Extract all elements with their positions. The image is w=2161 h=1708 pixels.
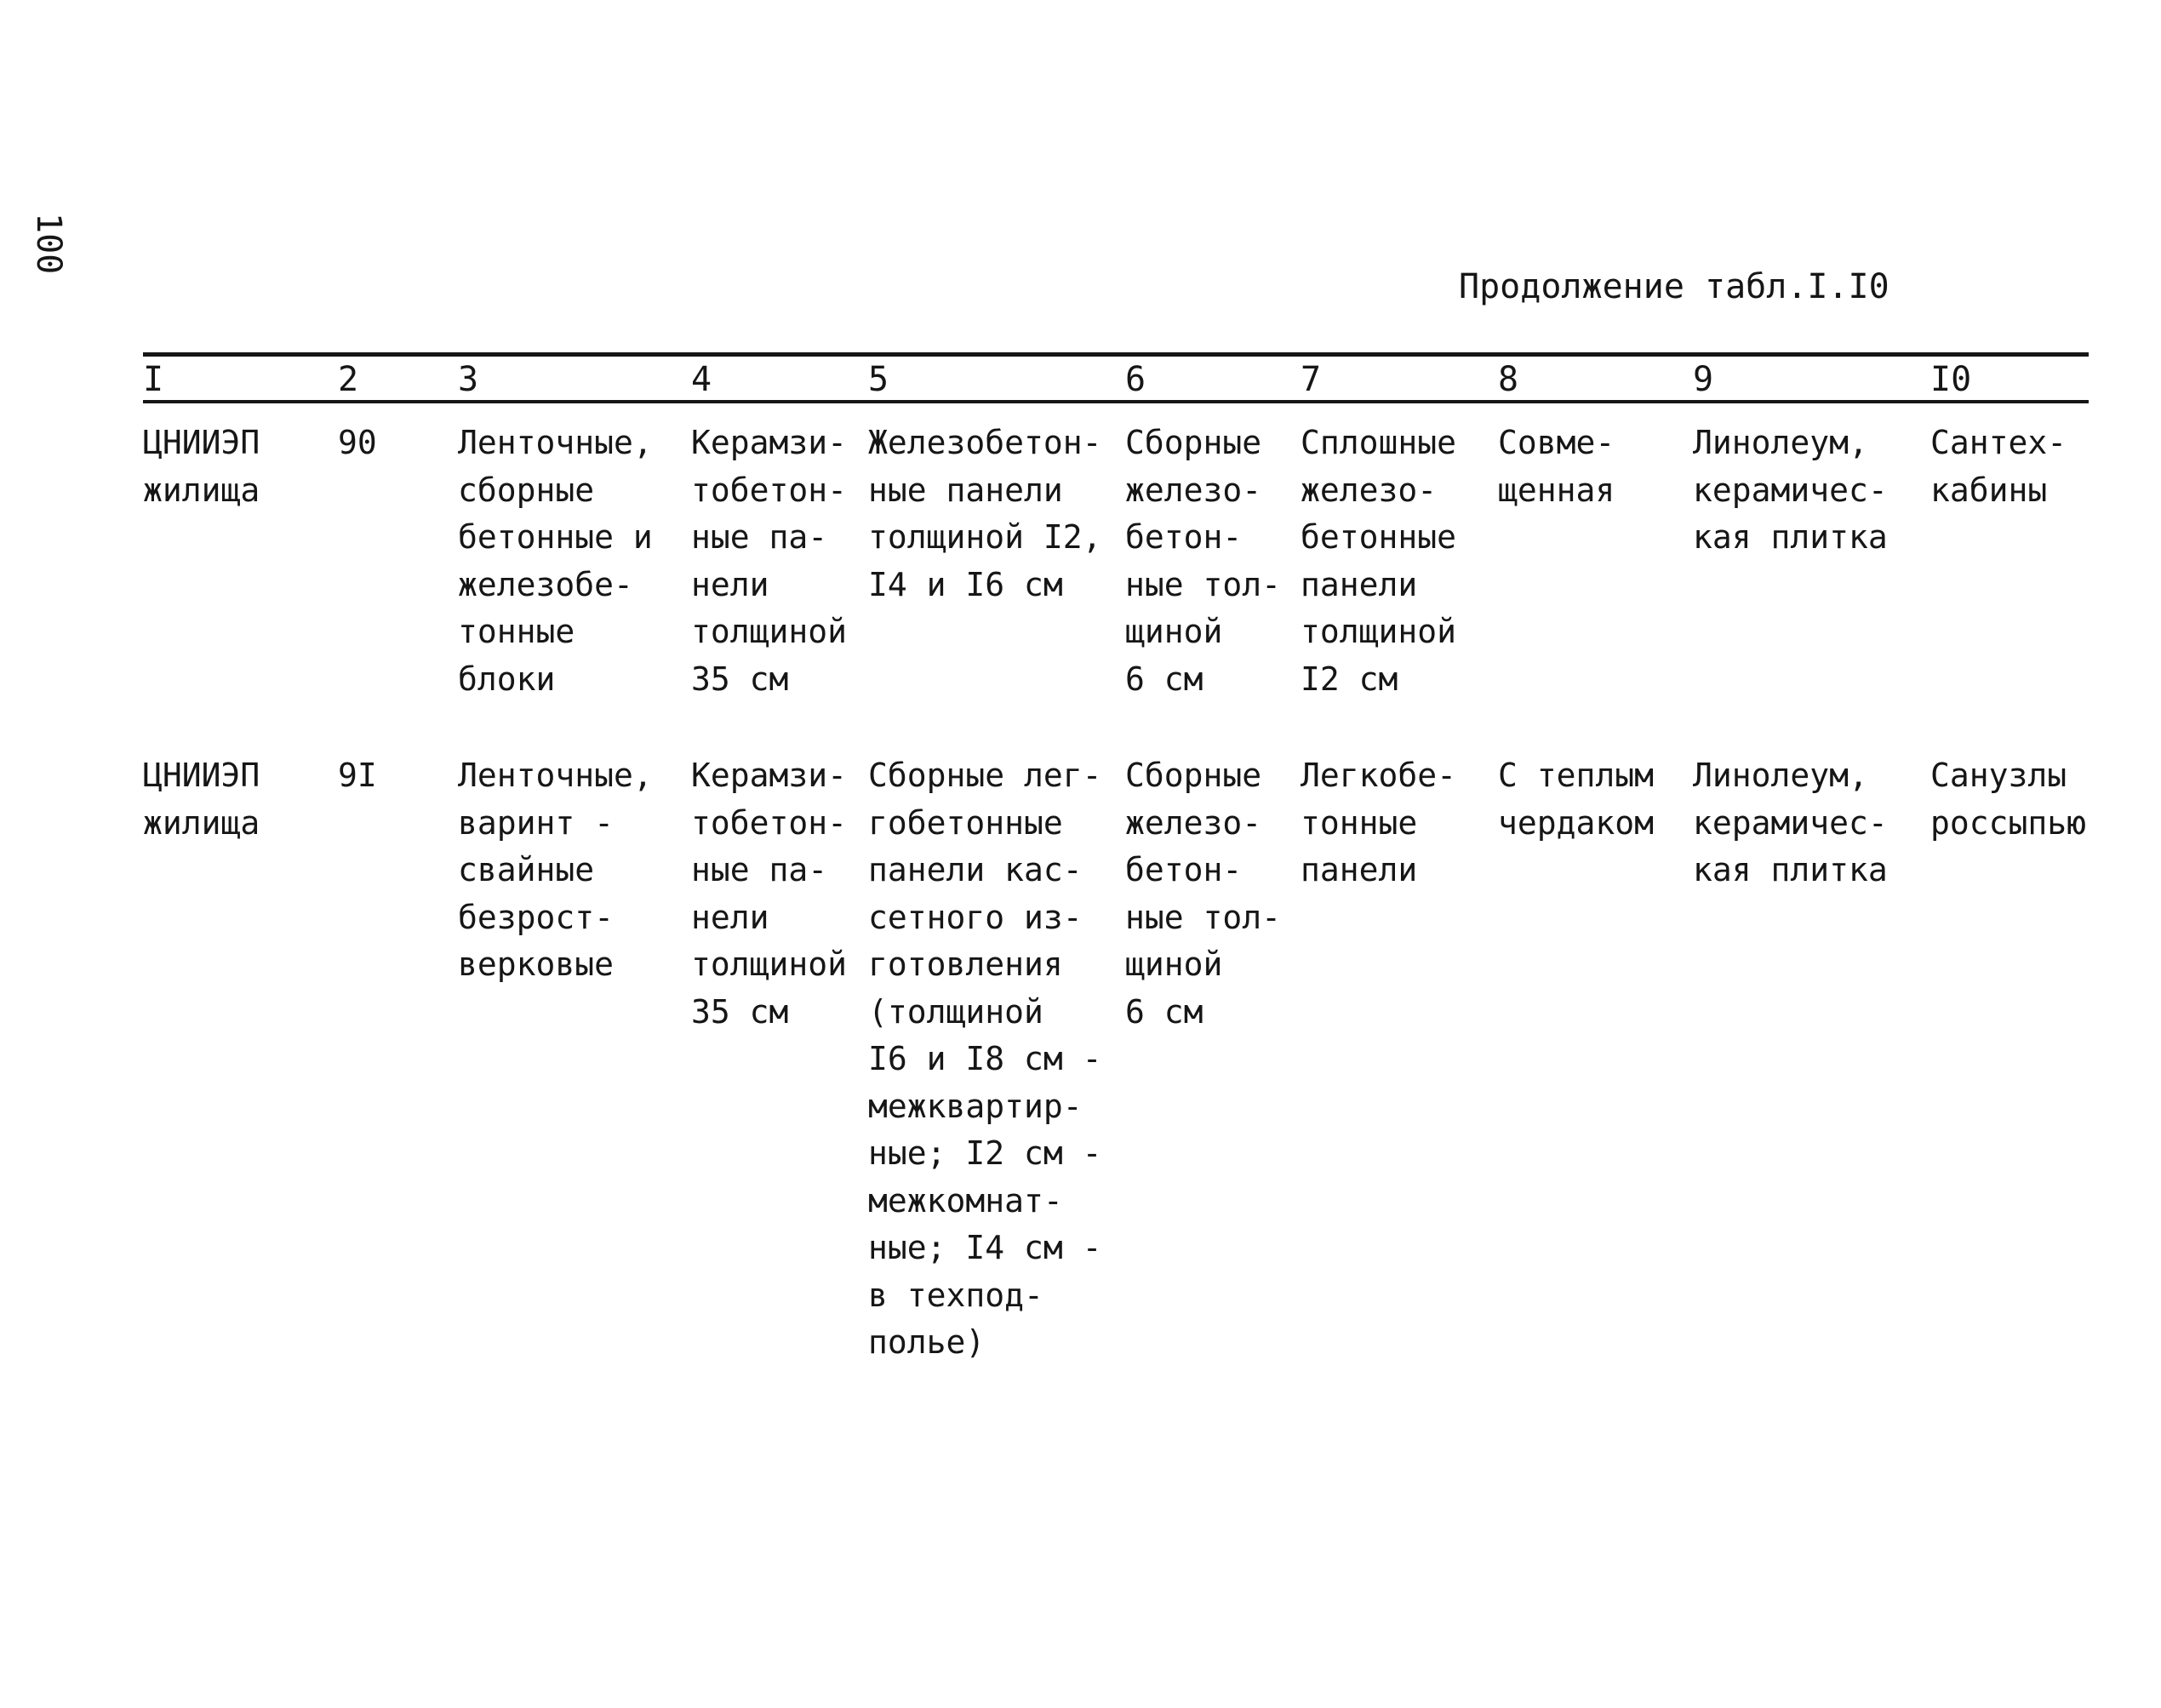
column-number-7: 7: [1301, 360, 1322, 399]
column-number-6: 6: [1125, 360, 1146, 399]
cell-interior-walls: Сборные лег- гобетонные панели кас- сетного из- готовления (толщиной I6 и I8 см - межквартир- ные; I2 см - межкомнат- ные; I4 см - в техпод- полье): [868, 757, 1102, 1361]
cell-foundations: Ленточные, варинт - свайные безрост- верковые: [458, 757, 653, 983]
cell-exterior-walls: Керамзи- тобетон- ные па- нели толщиной 35 см: [691, 757, 848, 1031]
cell-series: 90: [338, 424, 377, 461]
column-number-9: 9: [1693, 360, 1714, 399]
table-caption: Продолжение табл.I.I0: [1459, 267, 1889, 306]
column-number-3: 3: [458, 360, 479, 399]
cell-roof: С теплым чердаком: [1498, 757, 1655, 842]
cell-floor-finish: Линолеум, керамичес- кая плитка: [1693, 757, 1888, 888]
table-header-rule: [143, 400, 2089, 403]
column-number-4: 4: [691, 360, 712, 399]
cell-partitions: Сборные железо- бетон- ные тол- щиной 6 см: [1125, 757, 1282, 1031]
cell-partitions: Сборные железо- бетон- ные тол- щиной 6 см: [1125, 424, 1282, 698]
cell-organization: ЦНИИЭП жилища: [143, 424, 260, 509]
cell-floor-finish: Линолеум, керамичес- кая плитка: [1693, 424, 1888, 556]
cell-floors: Сплошные железо- бетонные панели толщиной I2 см: [1301, 424, 1457, 698]
column-number-5: 5: [868, 360, 889, 399]
cell-organization: ЦНИИЭП жилища: [143, 757, 260, 842]
column-number-10: I0: [1930, 360, 1972, 399]
cell-sanitary: Санузлы россыпью: [1930, 757, 2087, 842]
table-top-rule: [143, 352, 2089, 357]
page-number: 100: [29, 213, 68, 275]
column-number-8: 8: [1498, 360, 1519, 399]
cell-exterior-walls: Керамзи- тобетон- ные па- нели толщиной 35 см: [691, 424, 848, 698]
cell-interior-walls: Железобетон- ные панели толщиной I2, I4 и I6 см: [868, 424, 1102, 603]
cell-sanitary: Сантех- кабины: [1930, 424, 2067, 509]
column-number-2: 2: [338, 360, 359, 399]
column-number-1: I: [143, 360, 164, 399]
cell-series: 9I: [338, 757, 377, 794]
cell-roof: Совме- щенная: [1498, 424, 1615, 509]
cell-foundations: Ленточные, сборные бетонные и железобе- тонные блоки: [458, 424, 653, 698]
cell-floors: Легкобе- тонные панели: [1301, 757, 1457, 888]
